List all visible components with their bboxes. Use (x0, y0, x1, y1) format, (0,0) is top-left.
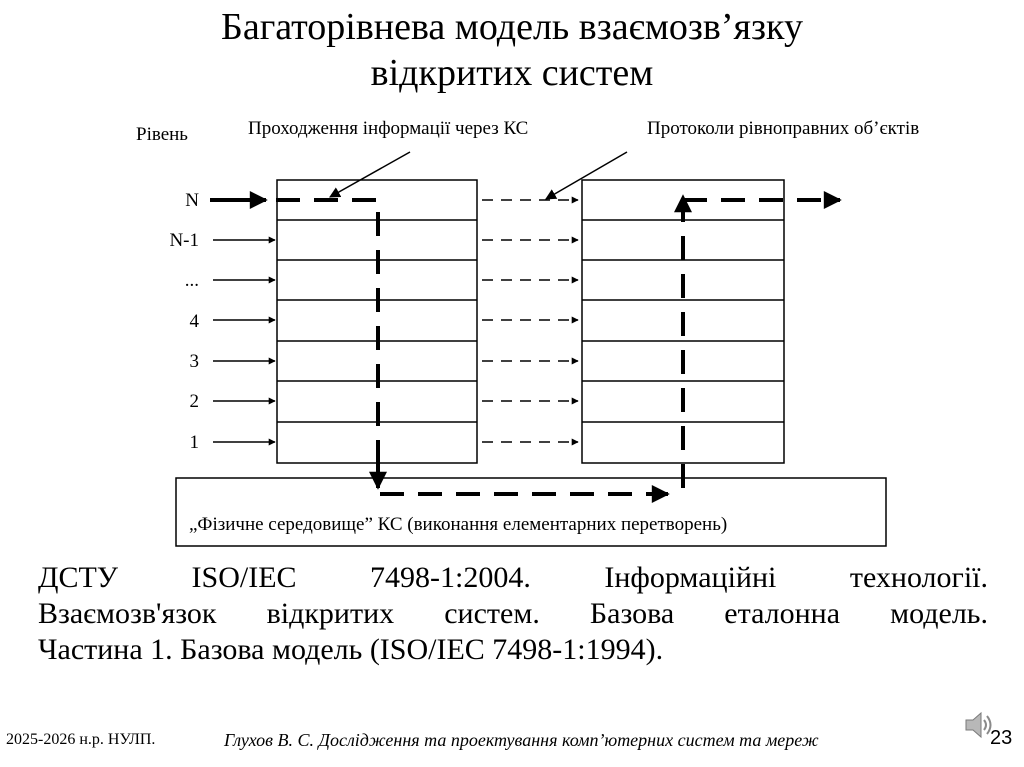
reference-line-1: ДСТУ ISO/IEC 7498-1:2004. Інформаційні технології. (38, 561, 988, 594)
level-label-3: 3 (189, 351, 199, 372)
title-line-2: відкритих систем (370, 52, 654, 94)
level-label-2: 2 (189, 391, 199, 412)
reference-text (38, 560, 988, 668)
level-label-N: N (185, 190, 199, 211)
peer-protocol-arrows (482, 200, 578, 442)
level-label-1: 1 (189, 432, 199, 453)
level-label-N-1: N-1 (169, 230, 199, 251)
title-line-1: Багаторівнева модель взаємозв’язку (221, 6, 803, 48)
level-input-arrows (213, 240, 275, 442)
page-number: 23 (990, 727, 1013, 749)
reference-line-2: Взаємозв'язок відкритих систем. Базова еталонна модель. (38, 597, 988, 630)
label-protocols: Протоколи рівноправних об’єктів (647, 118, 920, 139)
physical-medium-box (176, 478, 886, 546)
physical-medium-label: „Фізичне середовище” КС (виконання елементарних перетворень) (189, 514, 728, 535)
reference-line-3: Частина 1. Базова модель (ISO/IEC 7498-1:1994). (38, 633, 664, 666)
passage-pointer (330, 152, 410, 197)
protocols-pointer (546, 152, 627, 199)
level-label-ellipsis: ... (184, 270, 199, 291)
label-passage: Проходження інформації через КС (248, 118, 529, 139)
level-label-4: 4 (189, 311, 199, 332)
footer-year: 2025-2026 н.р. НУЛП. (6, 731, 156, 748)
level-header: Рівень (136, 124, 188, 145)
footer-course: Глухов В. С. Дослідження та проектування комп’ютерних систем та мереж (224, 730, 819, 750)
